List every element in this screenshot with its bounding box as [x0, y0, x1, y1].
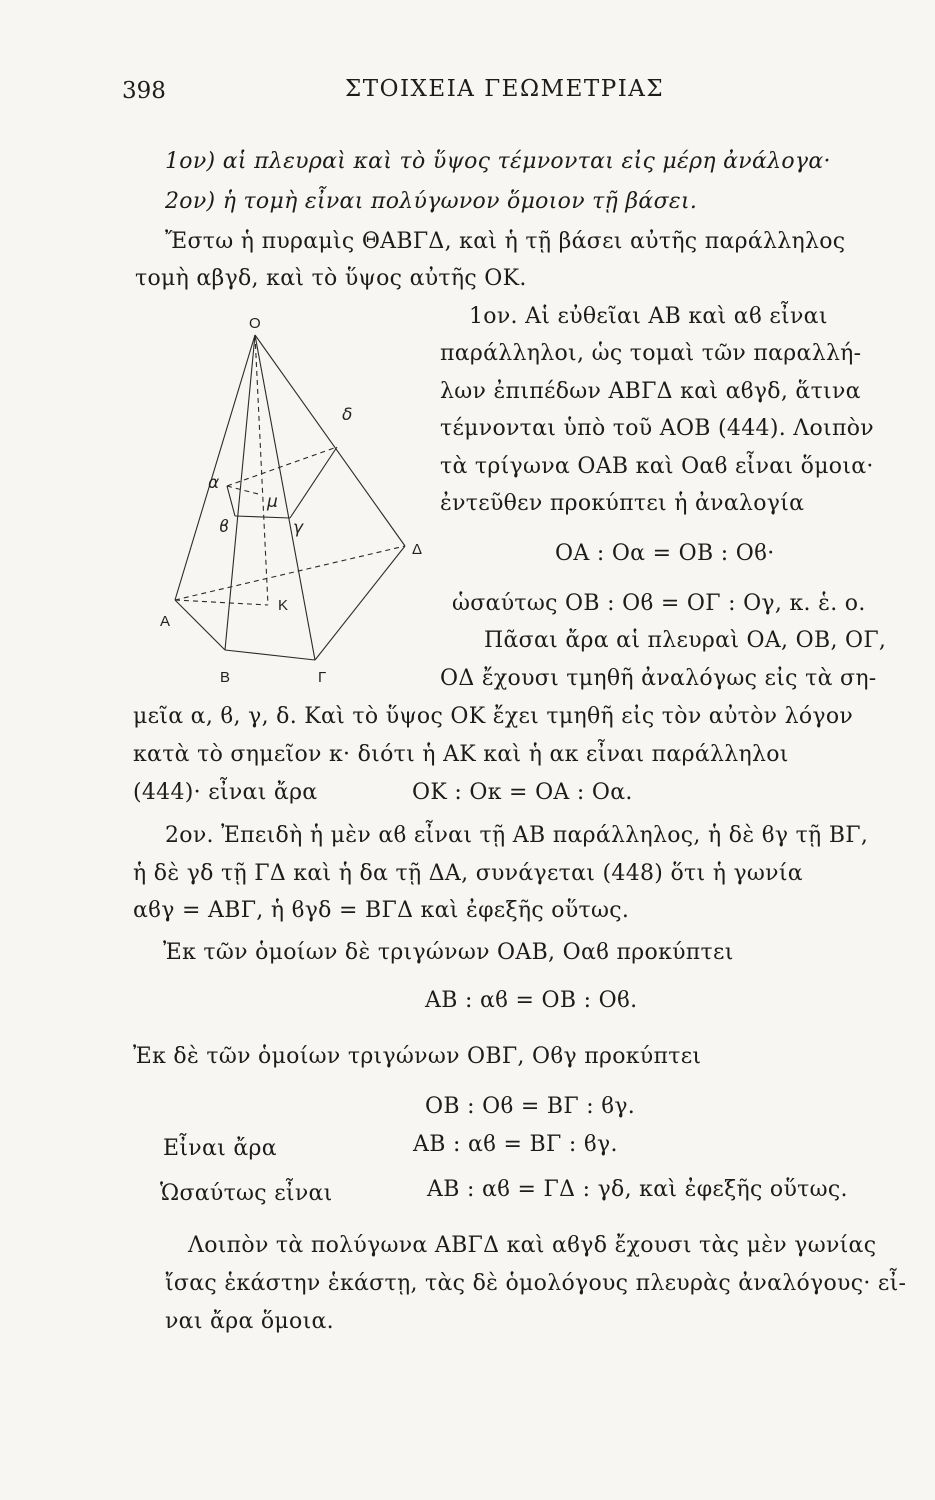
label-gamma: γ [293, 518, 304, 538]
text-line: 2ον) ἡ τομὴ εἶναι πολύγωνον ὅμοιον τῇ βάσει. [165, 189, 698, 214]
text-line: ἐντεῦθεν προκύπτει ἡ ἀναλογία [440, 491, 805, 516]
text-line: Λοιπὸν τὰ πολύγωνα ΑΒΓΔ καὶ αϐγδ ἔχουσι τὰς μὲν γωνίας [188, 1233, 877, 1258]
base-gd [315, 546, 405, 660]
text-line: (444)· εἶναι ἄρα [133, 780, 318, 805]
edge-od [255, 335, 405, 546]
label-delta: δ [342, 405, 353, 425]
running-title: ΣΤΟΙΧΕΙΑ ΓΕΩΜΕΤΡΙΑΣ [345, 76, 665, 102]
base-da [175, 546, 405, 600]
text-line: ναι ἄρα ὅμοια. [165, 1309, 334, 1334]
base-bg [225, 650, 315, 660]
section-bg [235, 516, 290, 518]
equation: ΑΒ : αϐ = ΟΒ : Οϐ. [425, 988, 638, 1013]
equation: ΑΒ : αϐ = ΒΓ : ϐγ. [413, 1132, 618, 1157]
text-line: λων ἐπιπέδων ΑΒΓΔ καὶ αϐγδ, ἅτινα [440, 379, 861, 404]
section-gd [290, 447, 337, 518]
text-line: Ἐκ τῶν ὁμοίων δὲ τριγώνων ΟΑΒ, Οαϐ προκύπτει [163, 940, 734, 965]
section-ab [227, 486, 235, 516]
text-line: Ἐκ δὲ τῶν ὁμοίων τριγώνων ΟΒΓ, Οϐγ προκύπτει [133, 1044, 702, 1069]
base-ab [175, 600, 225, 650]
label-mu: μ [267, 492, 278, 512]
text-line: παράλληλοι, ὡς τομαὶ τῶν παραλλή- [440, 341, 862, 366]
text-line: Πᾶσαι ἄρα αἱ πλευραὶ ΟΑ, ΟΒ, ΟΓ, [484, 628, 887, 653]
text-line: ἡ δὲ γδ τῇ ΓΔ καὶ ἡ δα τῇ ΔΑ, συνάγεται (448) ὅτι ἡ γωνία [133, 861, 803, 886]
text-line: 2ον. Ἐπειδὴ ἡ μὲν αϐ εἶναι τῇ ΑΒ παράλληλος, ἡ δὲ ϐγ τῇ ΒΓ, [165, 823, 869, 848]
text-line: Ὡσαύτως εἶναι [160, 1181, 333, 1206]
text-line: κατὰ τὸ σημεῖον κ· διότι ἡ ΑΚ καὶ ἡ ακ εἶναι παράλληλοι [133, 742, 789, 767]
equation: ΟΚ : Οκ = ΟΑ : Οα. [412, 780, 633, 805]
text-line: 1ον. Αἱ εὐθεῖαι ΑΒ καὶ αϐ εἶναι [469, 304, 828, 329]
segment-ak [175, 600, 268, 605]
segment-am [227, 486, 262, 495]
text-line: 1ον) αἱ πλευραὶ καὶ τὸ ὕψος τέμνονται εἰς μέρη ἀνάλογα· [165, 149, 831, 174]
text-line: τέμνονται ὑπὸ τοῦ ΑΟΒ (444). Λοιπὸν [440, 416, 874, 441]
label-B: B [220, 669, 231, 686]
label-beta: ϐ [219, 517, 230, 537]
page-number: 398 [122, 78, 166, 104]
text-line: τὰ τρίγωνα ΟΑΒ καὶ Οαϐ εἶναι ὅμοια· [440, 454, 874, 479]
label-Delta: Δ [412, 541, 423, 558]
equation: ΑΒ : αϐ = ΓΔ : γδ, καὶ ἐφεξῆς οὕτως. [427, 1177, 848, 1202]
height-ok [255, 335, 268, 605]
equation: ΟΑ : Οα = ΟΒ : Οϐ· [555, 541, 775, 566]
pyramid-figure [150, 310, 440, 690]
text-line: Εἶναι ἄρα [163, 1136, 277, 1161]
label-A: A [160, 613, 171, 630]
edge-oa [175, 335, 255, 600]
label-alpha: α [208, 473, 220, 493]
text-line: αϐγ = ΑΒΓ, ἡ ϐγδ = ΒΓΔ καὶ ἐφεξῆς οὕτως. [133, 898, 630, 923]
equation: ΟΒ : Οϐ = ΒΓ : ϐγ. [425, 1094, 636, 1119]
text-line: Ἔστω ἡ πυραμὶς ΘΑΒΓΔ, καὶ ἡ τῇ βάσει αὐτῆς παράλληλος [165, 229, 846, 254]
label-K: K [278, 597, 289, 614]
text-line: μεῖα α, ϐ, γ, δ. Καὶ τὸ ὕψος ΟΚ ἔχει τμηθῆ εἰς τὸν αὐτὸν λόγον [133, 704, 854, 729]
label-O: O [249, 315, 261, 332]
text-line: ὡσαύτως ΟΒ : Οϐ = ΟΓ : Ογ, κ. ἑ. ο. [452, 591, 866, 616]
text-line: τομὴ αβγδ, καὶ τὸ ὕψος αὐτῆς ΟΚ. [135, 266, 527, 291]
text-line: ΟΔ ἔχουσι τμηθῆ ἀναλόγως εἰς τὰ ση- [440, 666, 877, 691]
text-line: ἴσας ἑκάστην ἑκάστῃ, τὰς δὲ ὁμολόγους πλευρὰς ἀναλόγους· εἶ- [165, 1271, 907, 1296]
label-Gamma: Γ [318, 669, 327, 686]
